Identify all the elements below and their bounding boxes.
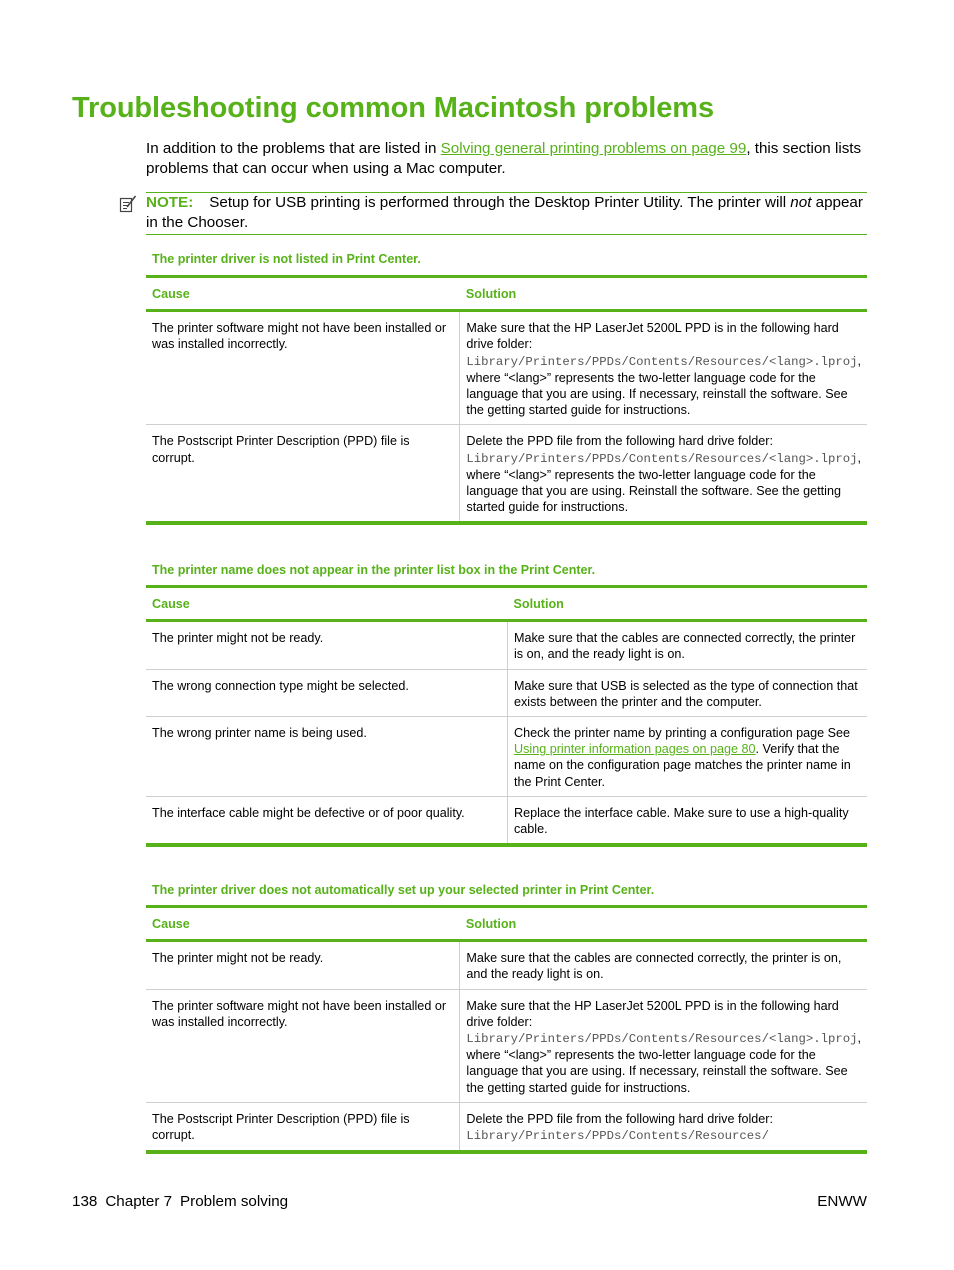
cause-cell: The printer might not be ready. <box>146 941 460 989</box>
printer-information-pages-link[interactable]: Using printer information pages on page 80 <box>514 742 756 757</box>
solving-general-problems-link[interactable]: Solving general printing problems on page 99 <box>440 140 747 157</box>
cause-cell: The wrong printer name is being used. <box>146 717 508 797</box>
solution-text: Check the printer name by printing a configuration page See <box>514 726 851 741</box>
solution-text: Delete the PPD file from the following hard drive folder: <box>466 434 773 449</box>
cause-cell: The printer software might not have been installed or was installed incorrectly. <box>146 311 460 425</box>
cause-cell: The printer software might not have been installed or was installed incorrectly. <box>146 989 460 1102</box>
note-box <box>146 192 867 235</box>
solution-text-end: , where “<lang>” represents the two-letter language code for the language that you are using. Reinstall the software. See the getting started guide for instructions. <box>466 450 861 515</box>
solution-cell: Replace the interface cable. Make sure to use a high-quality cable. <box>508 796 868 845</box>
solution-text: Make sure that the HP LaserJet 5200L PPD is in the following hard drive folder: <box>466 998 839 1029</box>
table-name-not-in-list <box>146 585 867 847</box>
solution-text: Make sure that the HP LaserJet 5200L PPD is in the following hard drive folder: <box>466 321 839 352</box>
table-row <box>146 621 867 669</box>
table-driver-no-auto-setup <box>146 905 867 1154</box>
folder-path: Library/Printers/PPDs/Contents/Resources/<lang>.lproj <box>466 1032 858 1047</box>
table-row <box>146 425 867 524</box>
solution-cell <box>508 717 868 797</box>
note-text: Setup for USB printing is performed through the Desktop Printer Utility. The printer will <box>209 194 791 211</box>
solution-cell: Make sure that the cables are connected correctly, the printer is on, and the ready light is on. <box>466 951 842 982</box>
table-row <box>146 1102 867 1152</box>
intro-text-end: , this section lists problems that can occur when using a Mac computer. <box>146 140 862 177</box>
page-number: 138 <box>72 1193 98 1210</box>
column-header-cause: Cause <box>146 587 508 621</box>
table-row <box>146 311 867 425</box>
table-3-caption: The printer driver does not automatically set up your selected printer in Print Center. <box>152 883 655 897</box>
solution-text: Delete the PPD file from the following hard drive folder: <box>466 1111 773 1126</box>
solution-text-end: . Verify that the name on the configuration page matches the printer name in the Print Center. <box>514 742 851 789</box>
table-1-caption: The printer driver is not listed in Print Center. <box>152 252 421 266</box>
note-label: NOTE: <box>146 194 194 211</box>
folder-path: Library/Printers/PPDs/Contents/Resources/<lang>.lproj <box>466 354 858 369</box>
cause-cell: The Postscript Printer Description (PPD) file is corrupt. <box>146 1102 460 1152</box>
chapter-title: Problem solving <box>180 1193 289 1210</box>
column-header-cause: Cause <box>146 277 460 311</box>
cause-cell: The Postscript Printer Description (PPD) file is corrupt. <box>146 425 460 524</box>
solution-cell <box>460 311 867 425</box>
intro-text: In addition to the problems that are listed in <box>146 140 441 157</box>
solution-text-end: , where “<lang>” represents the two-letter language code for the language that you are using. If necessary, reinstall the software. See the getting started guide for instructions. <box>466 353 861 418</box>
note-icon <box>119 195 137 213</box>
column-header-solution: Solution <box>460 277 867 311</box>
intro-paragraph <box>146 139 871 179</box>
solution-cell <box>460 989 867 1102</box>
cause-cell: The printer might not be ready. <box>146 621 508 669</box>
table-2-caption: The printer name does not appear in the printer list box in the Print Center. <box>152 563 596 577</box>
page-title: Troubleshooting common Macintosh problems <box>72 92 714 124</box>
page-footer-left <box>72 1193 288 1210</box>
column-header-solution: Solution <box>460 907 867 941</box>
table-row <box>146 796 867 845</box>
folder-path: Library/Printers/PPDs/Contents/Resources/ <box>466 1129 769 1144</box>
solution-cell <box>460 1102 867 1152</box>
solution-text-end: , where “<lang>” represents the two-letter language code for the language that you are using. If necessary, reinstall the software. See the getting started guide for instructions. <box>466 1031 861 1095</box>
table-row <box>146 941 867 989</box>
table-row <box>146 717 867 797</box>
cause-cell: The interface cable might be defective or of poor quality. <box>146 796 508 845</box>
solution-cell: Make sure that the cables are connected correctly, the printer is on, and the ready light is on. <box>514 631 856 662</box>
column-header-solution: Solution <box>508 587 868 621</box>
note-emphasis: not <box>790 194 812 211</box>
solution-cell <box>460 425 867 524</box>
table-row <box>146 669 867 716</box>
solution-cell: Make sure that USB is selected as the type of connection that exists between the printer and the computer. <box>508 669 868 716</box>
folder-path: Library/Printers/PPDs/Contents/Resources/<lang>.lproj <box>466 451 858 466</box>
cause-cell: The wrong connection type might be selected. <box>146 669 508 716</box>
column-header-cause: Cause <box>146 907 460 941</box>
page-footer-right: ENWW <box>817 1193 867 1210</box>
note-text-end: appear in the Chooser. <box>146 194 863 231</box>
chapter-label: Chapter 7 <box>105 1193 173 1210</box>
table-row <box>146 989 867 1102</box>
table-driver-not-listed <box>146 275 867 525</box>
